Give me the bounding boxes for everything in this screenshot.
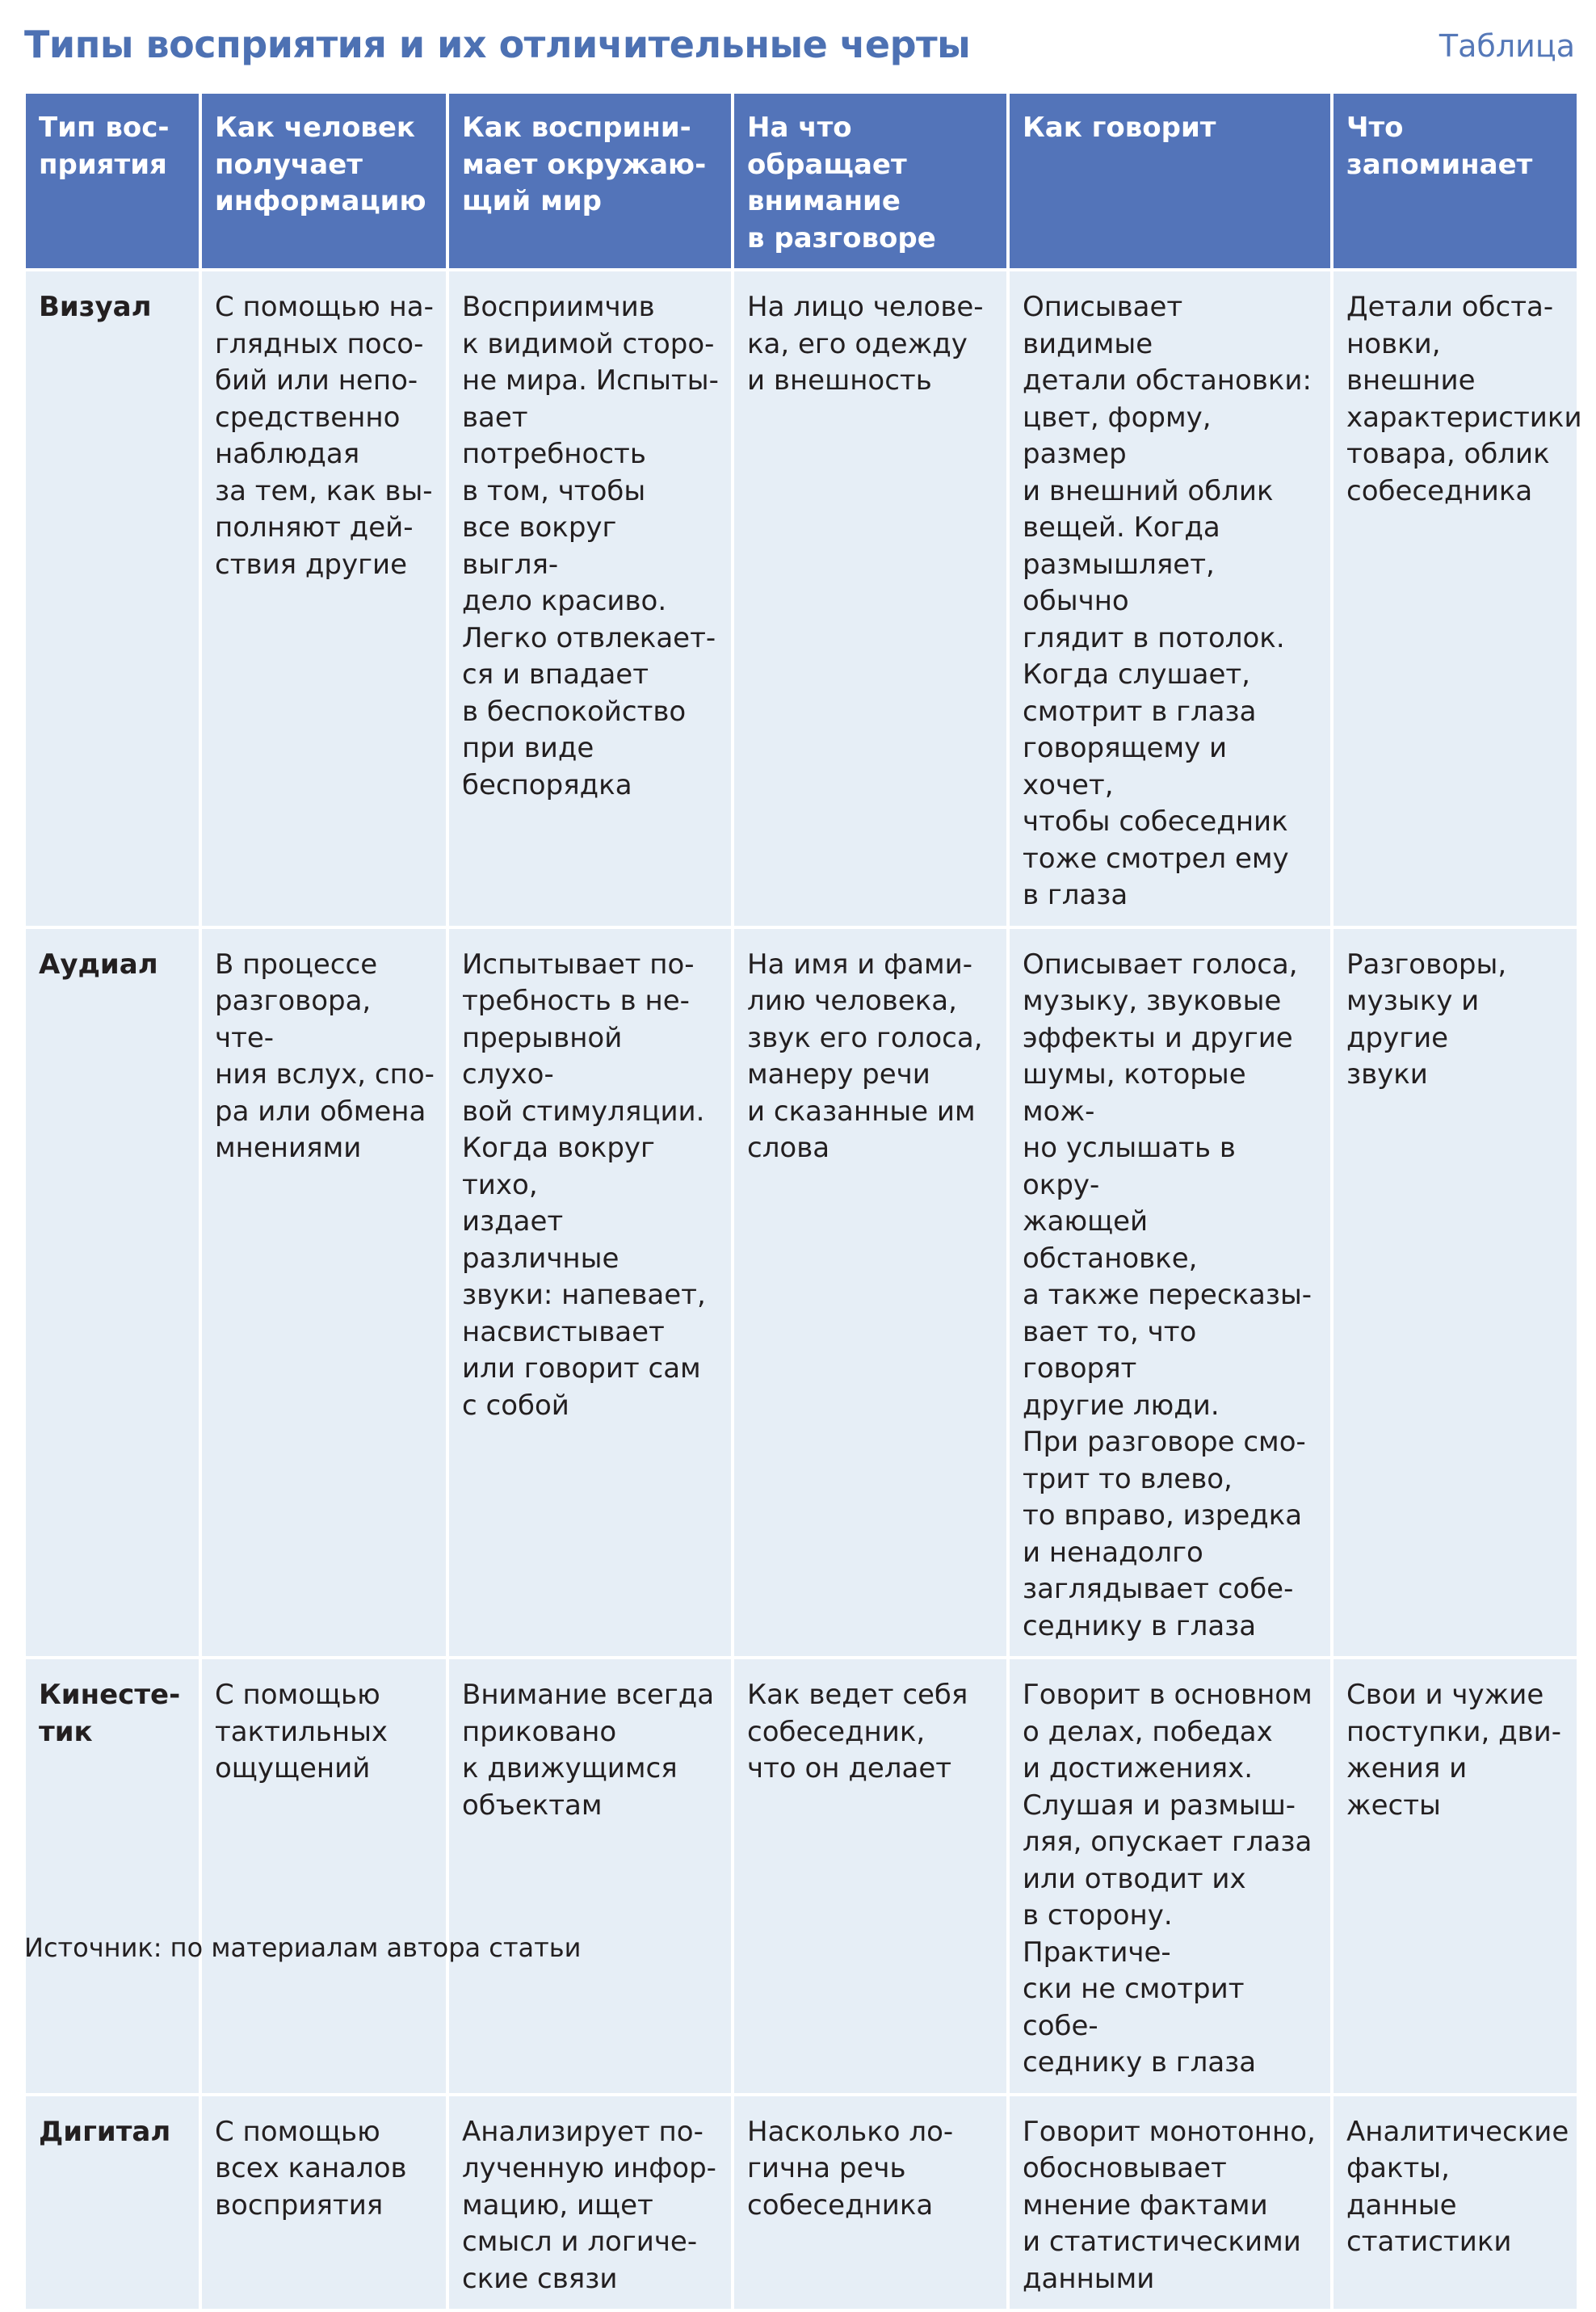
cell-how-perceives-world: Восприимчив к видимой сторо- не мира. Испыты- вает потребность в том, чтобы все вокруг выгля- дело красиво. Легко отвлекает- ся и впадает в беспокойство при виде беспорядка	[447, 270, 733, 927]
cell-how-receives-info: С помощью всех каналов восприятия	[200, 2095, 447, 2311]
cell-attention: На имя и фами- лию человека, звук его голоса, манеру речи и сказанные им слова	[733, 927, 1008, 1658]
cell-attention: Как ведет себя собеседник, что он делает	[733, 1658, 1008, 2095]
cell-how-speaks: Говорит в основном о делах, победах и достижениях. Слушая и размыш- ляя, опускает глаза или отводит их в сторону. Практиче- ски не смотрит собе- седнику в глаза	[1008, 1658, 1332, 2095]
table-row	[24, 1658, 1578, 2095]
table-row	[24, 270, 1578, 927]
cell-type: Кинесте- тик	[24, 1658, 200, 2095]
cell-what-remembers: Детали обста- новки, внешние характеристики товара, облик собеседника	[1332, 270, 1578, 927]
cell-what-remembers: Разговоры, музыку и другие звуки	[1332, 927, 1578, 1658]
header-what-remembers: Что запоминает	[1332, 92, 1578, 270]
cell-how-perceives-world: Внимание всегда приковано к движущимся объектам	[447, 1658, 733, 2095]
cell-how-receives-info: С помощью на- глядных посо- бий или непо- средственно наблюдая за тем, как вы- полняют дей- ствия другие	[200, 270, 447, 927]
cell-type: Визуал	[24, 270, 200, 927]
header-how-receives-info: Как человек получает информацию	[200, 92, 447, 270]
table-row	[24, 2095, 1578, 2311]
cell-what-remembers: Свои и чужие поступки, дви- жения и жесты	[1332, 1658, 1578, 2095]
table-row	[24, 927, 1578, 1658]
cell-how-speaks: Описывает видимые детали обстановки: цвет, форму, размер и внешний облик вещей. Когда размышляет, обычно глядит в потолок. Когда слушает, смотрит в глаза говорящему и хочет, чтобы собеседник тоже смотрел ему в глаза	[1008, 270, 1332, 927]
perception-table-container	[23, 90, 1582, 2312]
cell-how-speaks: Описывает голоса, музыку, звуковые эффекты и другие шумы, которые мож- но услышать в окру- жающей обстановке, а также пересказы- вает то, что говорят другие люди. При разговоре смо- трит то влево, то вправо, изредка и ненадолго заглядывает собе- седнику в глаза	[1008, 927, 1332, 1658]
header-attention-in-conversation: На что обращает внимание в разговоре	[733, 92, 1008, 270]
cell-what-remembers: Аналитические факты, данные статистики	[1332, 2095, 1578, 2311]
header-how-perceives-world: Как восприни- мает окружаю- щий мир	[447, 92, 733, 270]
cell-how-receives-info: С помощью тактильных ощущений	[200, 1658, 447, 2095]
source-note: Источник: по материалам автора статьи	[24, 1932, 582, 1963]
cell-type: Дигитал	[24, 2095, 200, 2311]
header-how-speaks: Как говорит	[1008, 92, 1332, 270]
cell-how-receives-info: В процессе разговора, чте- ния вслух, спо- ра или обмена мнениями	[200, 927, 447, 1658]
cell-type: Аудиал	[24, 927, 200, 1658]
page-title: Типы восприятия и их отличительные черты	[24, 23, 971, 66]
table-header-row	[24, 92, 1578, 270]
cell-how-perceives-world: Испытывает по- требность в не- прерывной слухо- вой стимуляции. Когда вокруг тихо, издает различные звуки: напевает, насвистывает или говорит сам с собой	[447, 927, 733, 1658]
header-perception-type: Тип вос- приятия	[24, 92, 200, 270]
cell-attention: На лицо челове- ка, его одежду и внешность	[733, 270, 1008, 927]
table-label: Таблица	[1438, 28, 1575, 64]
cell-attention: Насколько ло- гична речь собеседника	[733, 2095, 1008, 2311]
perception-types-table	[23, 90, 1580, 2312]
cell-how-speaks: Говорит монотонно, обосновывает мнение фактами и статистическими данными	[1008, 2095, 1332, 2311]
cell-how-perceives-world: Анализирует по- лученную инфор- мацию, ищет смысл и логиче- ские связи	[447, 2095, 733, 2311]
